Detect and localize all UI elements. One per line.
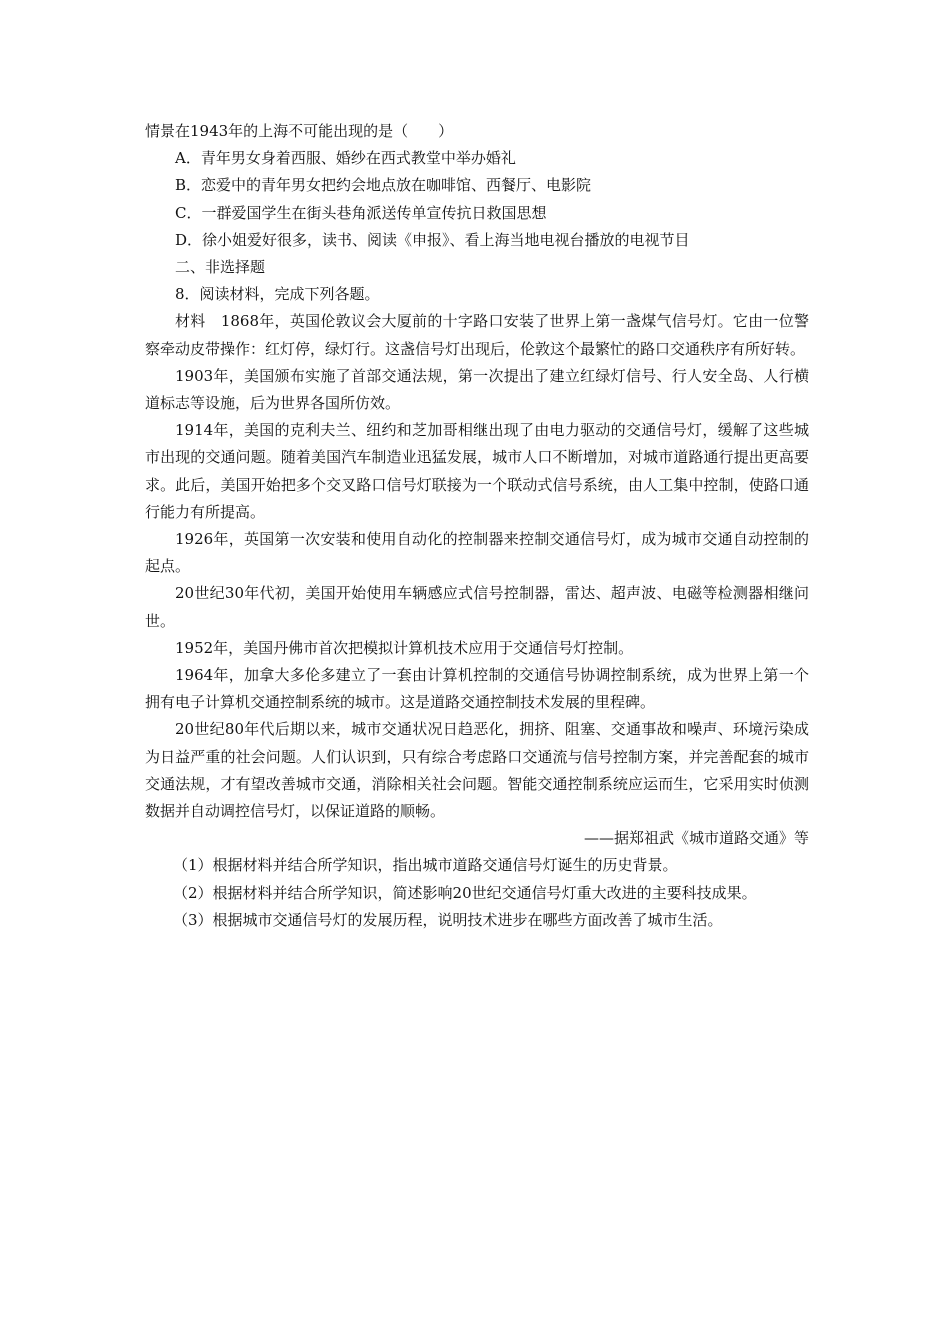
question-7-stem: 情景在1943年的上海不可能出现的是（ ） bbox=[145, 122, 454, 140]
material-paragraph-1964: 1964年，加拿大多伦多建立了一套由计算机控制的交通信号协调控制系统，成为世界上第一个拥有电子计算机交通控制系统的城市。这是道路交通控制技术发展的里程碑。 bbox=[145, 666, 809, 712]
material-paragraph-1926: 1926年，英国第一次安装和使用自动化的控制器来控制交通信号灯，成为城市交通自动控制的起点。 bbox=[145, 530, 809, 576]
question-7-option-b: B．恋爱中的青年男女把约会地点放在咖啡馆、西餐厅、电影院 bbox=[175, 176, 592, 195]
question-8-intro: 8．阅读材料，完成下列各题。 bbox=[175, 285, 380, 304]
subquestion-2: （2）根据材料并结合所学知识，简述影响20世纪交通信号灯重大改进的主要科技成果。 bbox=[173, 883, 757, 902]
question-7-option-d: D．徐小姐爱好很多，读书、阅读《申报》、看上海当地电视台播放的电视节目 bbox=[175, 230, 690, 249]
subquestion-3: （3）根据城市交通信号灯的发展历程，说明技术进步在哪些方面改善了城市生活。 bbox=[173, 910, 723, 929]
material-paragraph-1930s: 20世纪30年代初，美国开始使用车辆感应式信号控制器，雷达、超声波、电磁等检测器相继问世。 bbox=[145, 584, 809, 630]
subquestion-1: （1）根据材料并结合所学知识，指出城市道路交通信号灯诞生的历史背景。 bbox=[173, 856, 678, 875]
section-heading-non-choice: 二、非选择题 bbox=[175, 258, 266, 277]
material-paragraph-1980s: 20世纪80年代后期以来，城市交通状况日趋恶化，拥挤、阻塞、交通事故和噪声、环境污染成为日益严重的社会问题。人们认识到，只有综合考虑路口交通流与信号控制方案，并完善配套的城市交通法规，才有望改善城市交通，消除相关社会问题。智能交通控制系统应运而生，它采用实时侦测数据并自动调控信号灯，以保证道路的顺畅。 bbox=[145, 720, 809, 821]
document-page bbox=[145, 118, 809, 934]
material-paragraph-1868: 材料 1868年，英国伦敦议会大厦前的十字路口安装了世界上第一盏煤气信号灯。它由一位警察牵动皮带操作：红灯停，绿灯行。这盏信号灯出现后，伦敦这个最繁忙的路口交通秩序有所好转。 bbox=[145, 312, 809, 358]
material-source: ——据郑祖武《城市道路交通》等 bbox=[583, 829, 809, 848]
material-paragraph-1914: 1914年，美国的克利夫兰、纽约和芝加哥相继出现了由电力驱动的交通信号灯，缓解了这些城市出现的交通问题。随着美国汽车制造业迅猛发展，城市人口不断增加，对城市道路通行提出更高要求。此后，美国开始把多个交叉路口信号灯联接为一个联动式信号系统，由人工集中控制，使路口通行能力有所提高。 bbox=[145, 421, 809, 521]
material-paragraph-1903: 1903年，美国颁布实施了首部交通法规，第一次提出了建立红绿灯信号、行人安全岛、人行横道标志等设施，后为世界各国所仿效。 bbox=[145, 366, 809, 413]
material-paragraph-1952: 1952年，美国丹佛市首次把模拟计算机技术应用于交通信号灯控制。 bbox=[175, 638, 634, 657]
question-7-option-c: C．一群爱国学生在街头巷角派送传单宣传抗日救国思想 bbox=[175, 203, 547, 222]
question-7-option-a: A．青年男女身着西服、婚纱在西式教堂中举办婚礼 bbox=[175, 149, 516, 168]
